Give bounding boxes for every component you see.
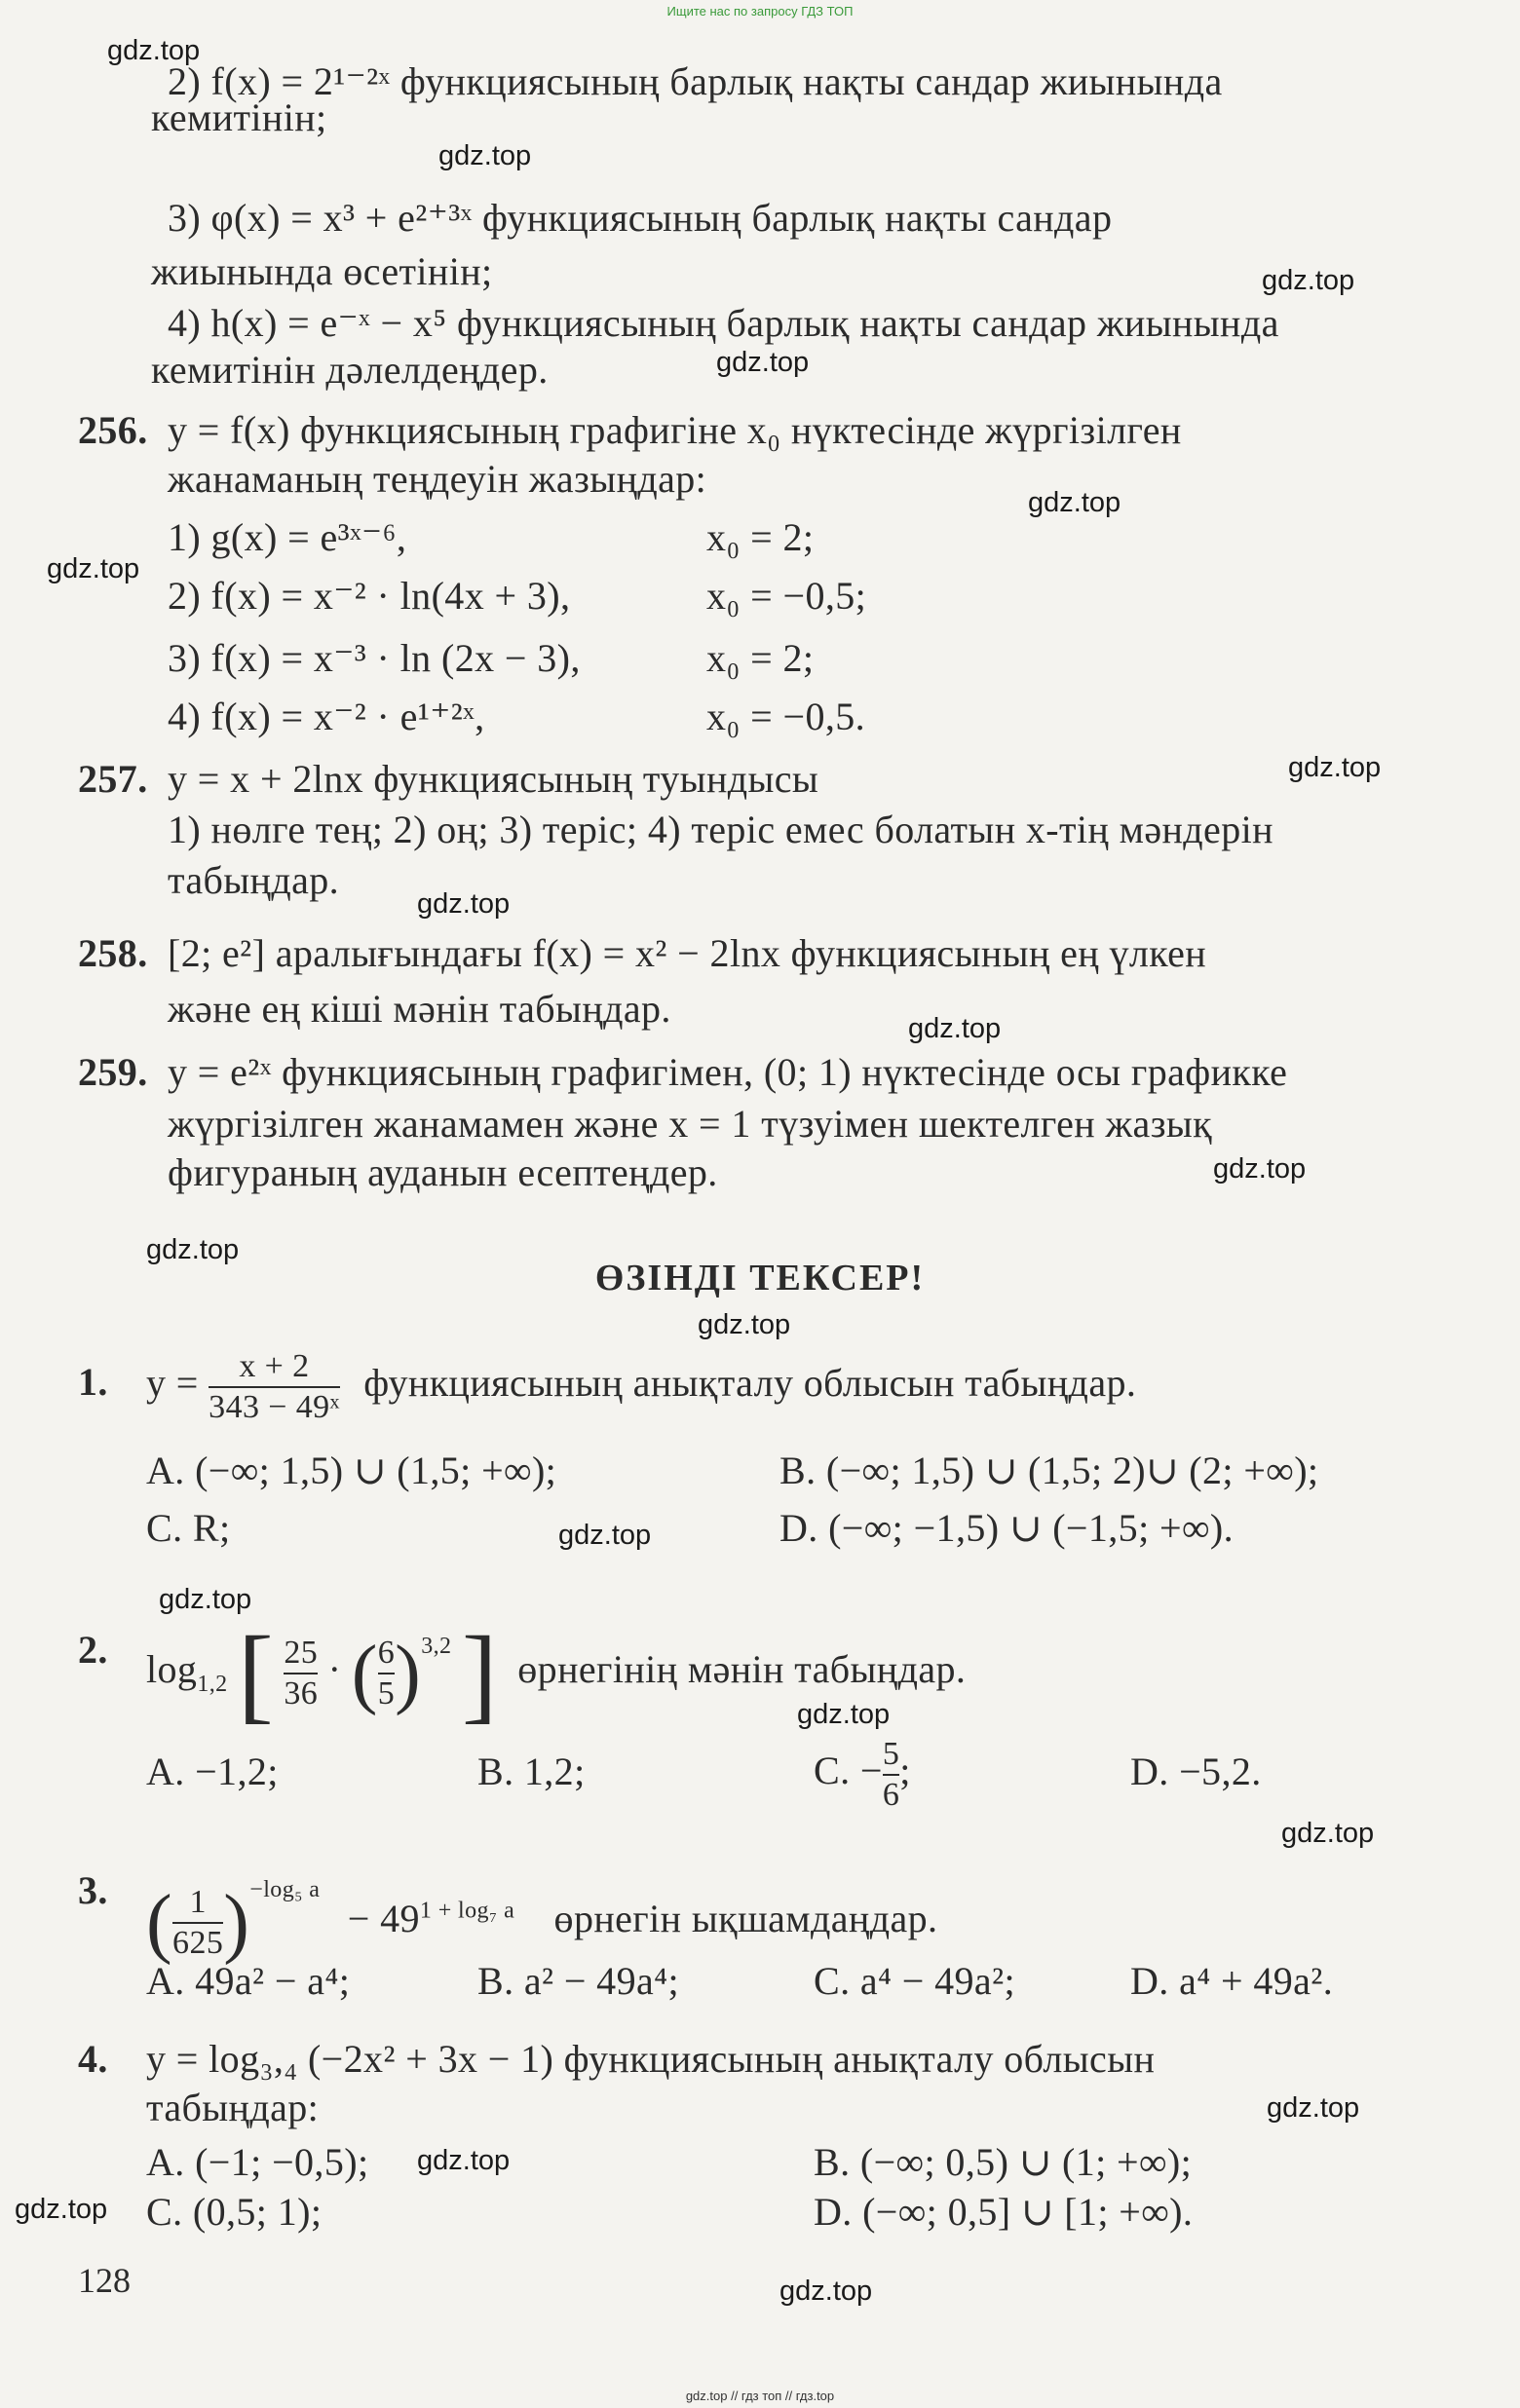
q4-option-d: D. (−∞; 0,5] ∪ [1; +∞). [814, 2190, 1194, 2234]
q1-expression [146, 1331, 1136, 1436]
q3-option-c: C. a⁴ − 49a²; [814, 1959, 1015, 2003]
q1-option-c: C. R; [146, 1506, 231, 1550]
text-line: x₀ = −0,5; [706, 574, 867, 618]
watermark: gdz.top [159, 1584, 252, 1615]
text-line: y = f(x) функциясының графигіне x₀ нүктесінде жүргізілген [168, 408, 1182, 452]
text-line: [2; e²] аралығындағы f(x) = x² − 2lnx функциясының ең үлкен [168, 931, 1207, 975]
q2-right-bracket: ] [461, 1613, 498, 1733]
text-line: 4) h(x) = e⁻ˣ − x⁵ функциясының барлық нақты сандар жиынында [168, 301, 1279, 345]
text-line: табыңдар. [168, 858, 340, 902]
q3-exponent-2: 1 + log₇ a [419, 1898, 515, 1924]
q2-right-paren: ) [395, 1630, 422, 1716]
q2-option-c-prefix: C. − [814, 1749, 883, 1792]
watermark: gdz.top [438, 140, 532, 171]
q2-text: өрнегінің мәнін табыңдар. [517, 1647, 967, 1691]
q1-option-a: A. (−∞; 1,5) ∪ (1,5; +∞); [146, 1449, 557, 1492]
text-line: 3) φ(x) = x³ + e²⁺³ˣ функциясының барлық нақты сандар [168, 196, 1113, 240]
text-line: 2) f(x) = x⁻² · ln(4x + 3), [168, 574, 571, 618]
text-line: 1) g(x) = e³ˣ⁻⁶, [168, 515, 407, 559]
page-number: 128 [78, 2261, 131, 2300]
q2-option-c-suffix: ; [899, 1749, 911, 1792]
q2-fraction-1-denominator: 36 [284, 1673, 318, 1713]
q3-exponent-1: −log₅ a [249, 1877, 321, 1902]
watermark: gdz.top [1028, 487, 1121, 518]
watermark: gdz.top [15, 2194, 108, 2225]
text-line: y = x + 2lnx функциясының туындысы [168, 757, 819, 801]
text-line: x₀ = 2; [706, 636, 815, 680]
q1-fraction [209, 1347, 340, 1427]
q1-option-d: D. (−∞; −1,5) ∪ (−1,5; +∞). [779, 1506, 1234, 1550]
q2-fraction-1 [284, 1634, 318, 1713]
exercise-number: 259. [78, 1050, 148, 1094]
q1-fraction-denominator: 343 − 49ˣ [209, 1386, 340, 1427]
q3-right-paren: ) [223, 1879, 250, 1966]
watermark: gdz.top [417, 2145, 511, 2176]
q2-fraction-1-numerator: 25 [284, 1634, 319, 1671]
q2-option-b: B. 1,2; [477, 1750, 586, 1793]
q2-option-c-fraction [883, 1735, 899, 1815]
q3-text: өрнегін ықшамдаңдар. [553, 1897, 938, 1940]
watermark: gdz.top [558, 1520, 652, 1551]
question-number: 2. [78, 1628, 108, 1672]
q2-exponent: 3,2 [421, 1634, 452, 1659]
q1-lhs: y = [146, 1361, 199, 1405]
section-heading: ӨЗІНДІ ТЕКСЕР! [594, 1258, 926, 1298]
text-line: y = e²ˣ функциясының графигімен, (0; 1) нүктесінде осы графикке [168, 1050, 1288, 1094]
text-line: жүргізілген жанамамен және x = 1 түзуімен шектелген жазық [168, 1102, 1213, 1146]
q4-option-a: A. (−1; −0,5); [146, 2140, 369, 2184]
text-line: және ең кіші мәнін табыңдар. [168, 987, 671, 1031]
q3-left-paren: ( [146, 1879, 173, 1966]
q4-line-2: табыңдар: [146, 2086, 320, 2129]
watermark: gdz.top [779, 2276, 873, 2307]
watermark: gdz.top [698, 1309, 791, 1340]
watermark: gdz.top [146, 1234, 240, 1265]
q1-fraction-numerator: x + 2 [239, 1347, 310, 1384]
q2-log: log [146, 1647, 198, 1691]
watermark: gdz.top [1267, 2092, 1360, 2124]
q2-option-c-numerator: 5 [882, 1735, 900, 1772]
q3-option-b: B. a² − 49a⁴; [477, 1959, 679, 2003]
q3-fraction-denominator: 625 [172, 1922, 223, 1963]
q2-option-a: A. −1,2; [146, 1750, 279, 1793]
watermark: gdz.top [1262, 265, 1355, 296]
watermark: gdz.top [417, 888, 511, 920]
q3-fraction [172, 1883, 223, 1963]
question-number: 3. [78, 1868, 108, 1912]
q2-option-c [814, 1724, 911, 1818]
q2-log-base: 1,2 [197, 1672, 228, 1697]
question-number: 4. [78, 2037, 108, 2081]
q2-fraction-2 [378, 1634, 395, 1713]
watermark: gdz.top [908, 1013, 1002, 1044]
watermark: gdz.top [1281, 1818, 1375, 1849]
q3-option-a: A. 49a² − a⁴; [146, 1959, 351, 2003]
watermark: gdz.top [797, 1699, 891, 1730]
bottom-banner: gdz.top // гдз топ // гдз.top [685, 2389, 835, 2403]
watermark: gdz.top [107, 35, 201, 66]
text-line: 4) f(x) = x⁻² · e¹⁺²ˣ, [168, 695, 485, 738]
watermark: gdz.top [716, 347, 810, 378]
q2-fraction-2-numerator: 6 [377, 1634, 396, 1671]
q4-line-1: y = log₃,₄ (−2x² + 3x − 1) функциясының анықталу облысын [146, 2037, 1156, 2081]
exercise-number: 257. [78, 757, 148, 801]
top-banner: Ищите нас по запросу ГДЗ ТОП [666, 4, 854, 19]
q2-option-c-denominator: 6 [883, 1774, 899, 1815]
q2-dot: · [327, 1647, 352, 1691]
q2-left-paren: ( [351, 1630, 378, 1716]
q4-option-b: B. (−∞; 0,5) ∪ (1; +∞); [814, 2140, 1193, 2184]
watermark: gdz.top [1213, 1153, 1307, 1185]
question-number: 1. [78, 1360, 108, 1404]
q3-middle: − 49 [347, 1897, 420, 1940]
text-line: кемитінін; [151, 95, 327, 139]
text-line: 3) f(x) = x⁻³ · ln (2x − 3), [168, 636, 581, 680]
text-line: кемитінін дәлелдеңдер. [151, 348, 549, 392]
text-line: 2) f(x) = 2¹⁻²ˣ функциясының барлық нақты сандар жиынында [168, 59, 1223, 103]
text-line: жиынында өсетінін; [151, 249, 493, 293]
watermark: gdz.top [47, 553, 140, 584]
q3-fraction-numerator: 1 [189, 1883, 207, 1920]
q1-text: функциясының анықталу облысын табыңдар. [363, 1361, 1137, 1405]
exercise-number: 256. [78, 408, 148, 452]
q2-fraction-2-denominator: 5 [378, 1673, 395, 1713]
q1-option-b: B. (−∞; 1,5) ∪ (1,5; 2)∪ (2; +∞); [779, 1449, 1319, 1492]
text-line: x₀ = −0,5. [706, 695, 866, 738]
q3-option-d: D. a⁴ + 49a². [1130, 1959, 1334, 2003]
q2-left-bracket: [ [237, 1613, 274, 1733]
text-line: жанаманың теңдеуін жазыңдар: [168, 457, 707, 501]
text-line: x₀ = 2; [706, 515, 815, 559]
text-line: фигураның ауданын есептеңдер. [168, 1150, 718, 1194]
q2-option-d: D. −5,2. [1130, 1750, 1262, 1793]
watermark: gdz.top [1288, 752, 1382, 783]
q4-option-c: C. (0,5; 1); [146, 2190, 323, 2234]
text-line: 1) нөлге тең; 2) оң; 3) теріс; 4) теріс емес болатын x-тің мәндерін [168, 808, 1273, 851]
exercise-number: 258. [78, 931, 148, 975]
